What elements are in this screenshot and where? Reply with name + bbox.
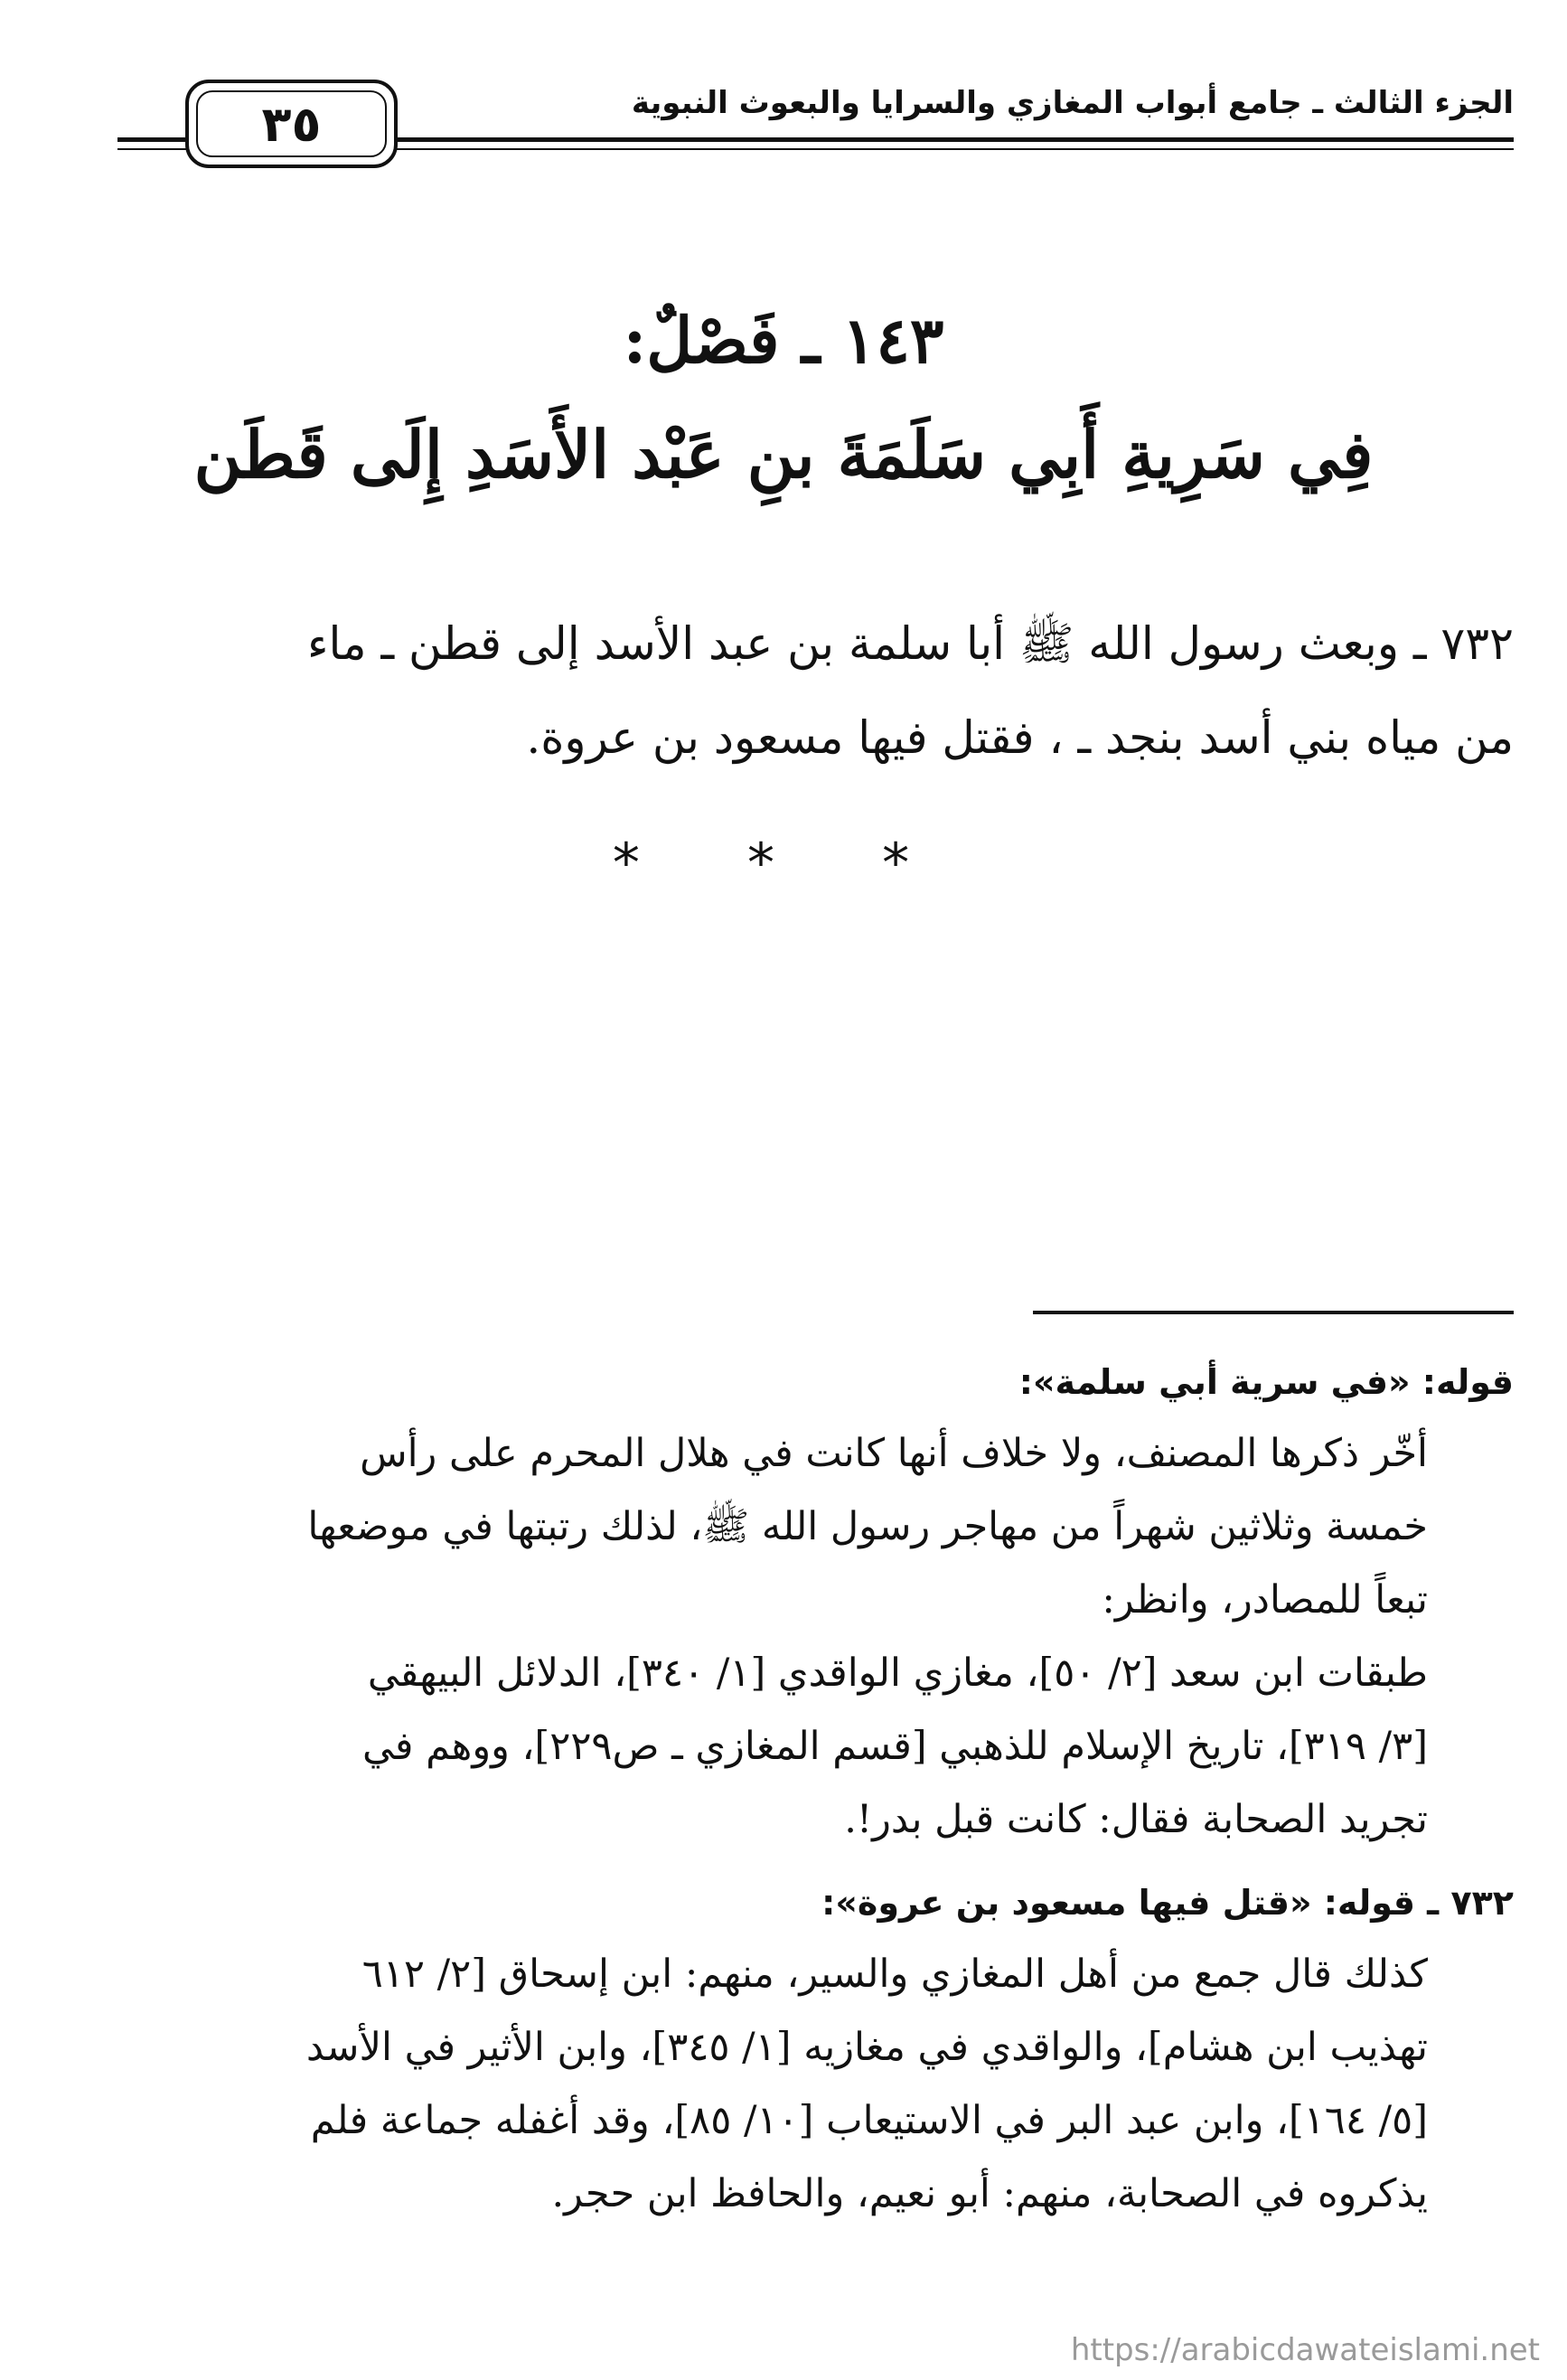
chapter-number-title: ١٤٣ ـ فَصْلٌ:	[623, 303, 944, 378]
footnote	[117, 1347, 1514, 1857]
main-text-line: من مياه بني أسد بنجد ـ ، فقتل فيها مسعود بن عروة.	[526, 711, 1514, 764]
footnote-line: كذلك قال جمع من أهل المغازي والسير، منهم: ابن إسحاق [٢/ ٦١٢	[361, 1952, 1428, 1997]
footnote-body	[117, 1938, 1428, 2231]
main-paragraph	[117, 597, 1514, 785]
footnote-line: تبعاً للمصادر، وانظر:	[1102, 1577, 1428, 1623]
main-text-line: ٧٣٢ ـ وبعث رسول الله ﷺ أبا سلمة بن عبد الأسد إلى قطن ـ ماء	[307, 617, 1514, 670]
footnote-line: أخّر ذكرها المصنف، ولا خلاف أنها كانت في هلال المحرم على رأس	[360, 1431, 1428, 1476]
footnote-line: [٥/ ١٦٤]، وابن عبد البر في الاستيعاب [١٠/ ٨٥]، وقد أغفله جماعة فلم	[310, 2098, 1428, 2143]
section-separator-stars: * * *	[612, 832, 955, 895]
watermark-url: https://arabicdawateislami.net	[1070, 2332, 1540, 2368]
footnote-label: قوله: «في سرية أبي سلمة»:	[1018, 1362, 1514, 1402]
page-number-frame	[185, 80, 398, 168]
footnote-line: يذكروه في الصحابة، منهم: أبو نعيم، والحافظ ابن حجر.	[551, 2171, 1428, 2216]
footnote-line: تجريد الصحابة فقال: كانت قبل بدر!.	[844, 1797, 1428, 1842]
footnote-line: خمسة وثلاثين شهراً من مهاجر رسول الله ﷺ، لذلك رتبتها في موضعها	[307, 1504, 1428, 1549]
footnote-line: طبقات ابن سعد [٢/ ٥٠]، مغازي الواقدي [١/ ٣٤٠]، الدلائل البيهقي	[367, 1651, 1428, 1696]
footnote-body	[117, 1417, 1428, 1857]
footnote-label: ٧٣٢ ـ قوله: «قتل فيها مسعود بن عروة»:	[821, 1883, 1514, 1923]
page-number: ٣٥	[196, 90, 387, 157]
footnotes	[117, 1347, 1514, 2231]
footnote-separator-line	[1033, 1311, 1514, 1314]
footnote-line: [٣/ ٣١٩]، تاريخ الإسلام للذهبي [قسم المغازي ـ ص٢٢٩]، ووهم في	[362, 1724, 1428, 1769]
footnote	[117, 1867, 1514, 2231]
running-title: الجزء الثالث ـ جامع أبواب المغازي والسرايا والبعوث النبوية	[631, 85, 1514, 121]
footnote-line: تهذيب ابن هشام]، والواقدي في مغازيه [١/ ٣٤٥]، وابن الأثير في الأسد	[305, 2025, 1428, 2070]
running-header	[117, 72, 1514, 172]
chapter-subtitle: فِي سَرِيةِ أَبِي سَلَمَةَ بنِ عَبْد الأَسَدِ إِلَى قَطَن	[193, 416, 1374, 493]
